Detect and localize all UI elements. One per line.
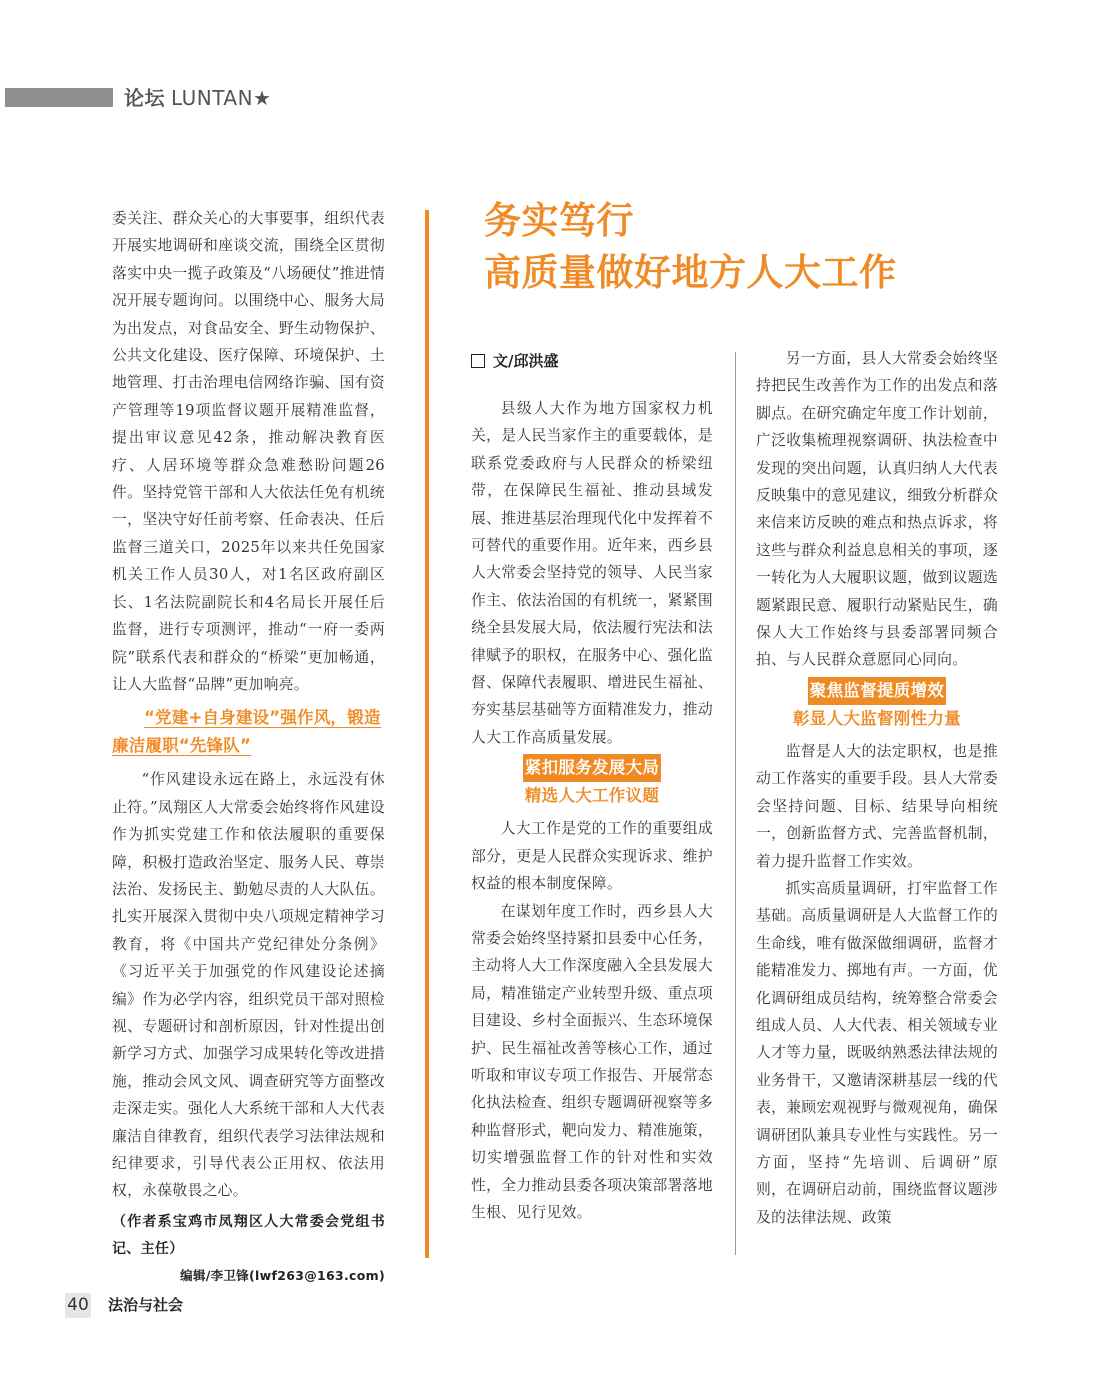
orange-divider <box>425 210 429 1258</box>
right-column <box>756 345 998 1231</box>
column-divider <box>735 352 736 1255</box>
middle-paragraph-3: 在谋划年度工作时，西乡县人大常委会始终坚持紧扣县委中心任务，主动将人大工作深度融入全县发展大局，精准锚定产业转型升级、重点项目建设、乡村全面振兴、生态环境保护、民生福祉改善等核心工作，通过听取和审议专项工作报告、开展常态化执法检查、组织专题调研视察等多种监督形式，靶向发力、精准施策，切实增强监督工作的针对性和实效性，全力推动县委各项决策部署落地生根、见行见效。 <box>471 902 713 1221</box>
middle-paragraph-1: 县级人大作为地方国家权力机关，是人民当家作主的重要载体，是联系党委政府与人民群众的桥梁纽带，在保障民生福祉、推动县域发展、推进基层治理现代化中发挥着不可替代的重要作用。近年来，西乡县人大常委会坚持党的领导、人民当家作主、依法治国的有机统一，紧紧围绕全县发展大局，依法履行宪法和法律赋予的职权，在服务中心、强化监督、保障代表履职、增进民生福祉、夯实基层基础等方面精准发力，推动人大工作高质量发展。 <box>471 400 713 746</box>
article-title <box>484 195 1084 299</box>
page-number: 40 <box>65 1293 91 1318</box>
section-name-cn: 论坛 <box>124 86 165 110</box>
middle-subheading <box>471 754 713 810</box>
left-column <box>112 205 385 1287</box>
article-author <box>471 350 558 371</box>
left-subheading <box>112 704 385 760</box>
author-name: 文/邱洪盛 <box>493 352 559 370</box>
magazine-name: 法治与社会 <box>108 1296 184 1314</box>
middle-subheading-line-2: 精选人大工作议题 <box>524 786 660 806</box>
section-name-en: LUNTAN★ <box>171 86 272 110</box>
section-header <box>124 83 271 113</box>
middle-paragraph-2: 人大工作是党的工作的重要组成部分，更是人民群众实现诉求、维护权益的根本制度保障。 <box>471 820 713 893</box>
title-line-2: 高质量做好地方人大工作 <box>484 251 897 294</box>
left-paragraph-2: “作风建设永远在路上，永远没有休止符。”凤翔区人大常委会始终将作风建设作为抓实党建工作和依法履职的重要保障，积极打造政治坚定、服务人民、尊崇法治、发扬民主、勤勉尽责的人大队伍。扎实开展深入贯彻中央八项规定精神学习教育，将《中国共产党纪律处分条例》《习近平关于加强党的作风建设论述摘编》作为必学内容，组织党员干部对照检视、专题研讨和剖析原因，针对性提出创新学习方式、加强学习成果转化等改进措施，推动会风文风、调查研究等方面整改走深走实。强化人大系统干部和人大代表廉洁自律教育，组织代表学习法律法规和纪律要求，引导代表公正用权、依法用权，永葆敬畏之心。 <box>112 771 385 1200</box>
right-subheading-line-1: 聚焦监督提质增效 <box>808 677 946 705</box>
right-subheading <box>756 677 998 733</box>
left-paragraph-1: 委关注、群众关心的大事要事，组织代表开展实地调研和座谈交流，围绕全区贯彻落实中央一揽子政策及“八场硬仗”推进情况开展专题询问。以围绕中心、服务大局为出发点，对食品安全、野生动物保护、公共文化建设、医疗保障、环境保护、土地管理、打击治理电信网络诈骗、国有资产管理等19项监督议题开展精准监督，提出审议意见42条，推动解决教育医疗、人居环境等群众急难愁盼问题26件。坚持党管干部和人大依法任免有机统一，坚决守好任前考察、任命表决、任后监督三道关口，2025年以来共任免国家机关工作人员30人，对1名区政府副区长、1名法院副院长和4名局长开展任后监督，进行专项测评，推动“一府一委两院”联系代表和群众的“桥梁”更加畅通，让人大监督“品牌”更加响亮。 <box>112 210 385 693</box>
title-line-1: 务实笃行 <box>484 199 634 242</box>
editor-credit: 编辑/李卫锋(lwf263@163.com) <box>180 1267 385 1283</box>
middle-column <box>471 395 713 1226</box>
square-icon <box>471 354 485 368</box>
middle-subheading-line-1: 紧扣服务发展大局 <box>523 754 661 782</box>
header-bar <box>5 88 113 107</box>
right-subheading-line-2: 彰显人大监督刚性力量 <box>793 708 961 728</box>
right-paragraph-3: 抓实高质量调研，打牢监督工作基础。高质量调研是人大监督工作的生命线，唯有做深做细调研，监督才能精准发力、掷地有声。一方面，优化调研组成员结构，统筹整合常委会组成人员、人大代表、相关领域专业人才等力量，既吸纳熟悉法律法规的业务骨干，又邀请深耕基层一线的代表，兼顾宏观视野与微观视角，确保调研团队兼具专业性与实践性。另一方面，坚持“先培训、后调研”原则，在调研启动前，围绕监督议题涉及的法律法规、政策 <box>756 879 998 1226</box>
right-paragraph-2: 监督是人大的法定职权，也是推动工作落实的重要手段。县人大常委会坚持问题、目标、结果导向相统一，创新监督方式、完善监督机制，着力提升监督工作实效。 <box>756 742 998 870</box>
author-byline: （作者系宝鸡市凤翔区人大常委会党组书记、主任） <box>112 1213 385 1257</box>
right-paragraph-1: 另一方面，县人大常委会始终坚持把民生改善作为工作的出发点和落脚点。在研究确定年度工作计划前，广泛收集梳理视察调研、执法检查中发现的突出问题，认真归纳人大代表反映集中的意见建议，细致分析群众来信来访反映的难点和热点诉求，将这些与群众利益息息相关的事项，逐一转化为人大履职议题，做到议题选题紧跟民意、履职行动紧贴民生，确保人大工作始终与县委部署同频合拍、与人民群众意愿同心同向。 <box>756 350 998 669</box>
left-subheading-line-2: 廉洁履职“先锋队” <box>112 736 251 756</box>
left-subheading-line-1: “党建+自身建设”强作风，锻造 <box>144 708 381 728</box>
